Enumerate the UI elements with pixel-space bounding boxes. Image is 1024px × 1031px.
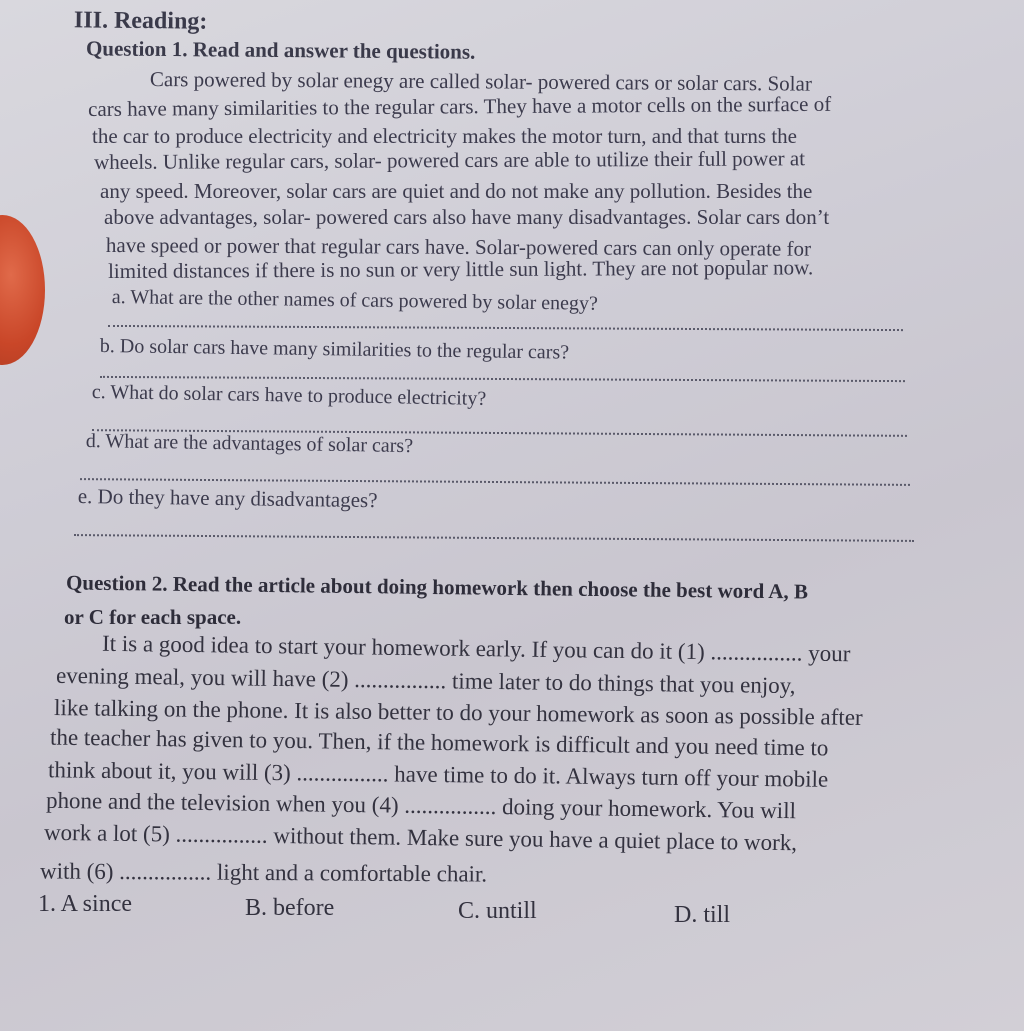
q1-question-d: d. What are the advantages of solar cars? (85, 430, 414, 458)
q2-passage-line: evening meal, you will have (2) ................ time later to do things that you enjoy, (55, 662, 796, 699)
q1-passage-line: Cars powered by solar enegy are called solar- powered cars or solar cars. Solar (149, 67, 812, 96)
q1-passage-line: any speed. Moreover, solar cars are quiet and do not make any pollution. Besides the (100, 179, 813, 203)
option-d[interactable]: D. till (674, 902, 731, 928)
answer-line-b[interactable] (100, 376, 905, 382)
option-b[interactable]: B. before (245, 895, 335, 921)
q1-passage-line: have speed or power that regular cars have. Solar-powered cars can only operate for (105, 233, 812, 261)
option-a[interactable]: 1. A since (38, 891, 132, 917)
q2-passage-line: It is a good idea to start your homework early. If you can do it (1) ................ your (101, 630, 851, 667)
q2-passage-line: phone and the television when you (4) ................ doing your homework. You will (45, 787, 797, 824)
option-c[interactable]: C. untill (458, 898, 537, 924)
q1-question-c: c. What do solar cars have to produce electricity? (91, 381, 487, 410)
q1-passage-line: wheels. Unlike regular cars, solar- powered cars are able to utilize their full power at (94, 146, 806, 174)
q2-passage-line: like talking on the phone. It is also better to do your homework as soon as possible after (53, 695, 863, 730)
q1-question-b: b. Do solar cars have many similarities to the regular cars? (99, 335, 570, 364)
question1-title: Question 1. Read and answer the questions. (85, 36, 476, 64)
q1-question-e: e. Do they have any disadvantages? (77, 484, 378, 513)
section-title: III. Reading: (73, 7, 208, 35)
q2-passage-line: with (6) ................ light and a comfortable chair. (39, 858, 488, 887)
q1-question-a: a. What are the other names of cars powered by solar enegy? (111, 286, 599, 315)
q1-passage-line: the car to produce electricity and electricity makes the motor turn, and that turns the (92, 124, 797, 148)
answer-line-a[interactable] (108, 325, 903, 331)
q2-passage-line: think about it, you will (3) ................ have time to do it. Always turn off your mobile (47, 757, 829, 792)
q1-passage-line: cars have many similarities to the regular cars. They have a motor cells on the surface of (88, 91, 832, 121)
answer-line-d[interactable] (80, 478, 910, 486)
question2-title-cont: or C for each space. (64, 605, 242, 629)
finger (0, 215, 45, 365)
answer-line-e[interactable] (74, 534, 914, 542)
question2-title: Question 2. Read the article about doing homework then choose the best word A, B (65, 570, 809, 604)
q1-passage-line: limited distances if there is no sun or very little sun light. They are not popular now. (108, 255, 814, 283)
q1-passage-line: above advantages, solar- powered cars also have many disadvantages. Solar cars don’t (104, 205, 830, 229)
q2-passage-line: work a lot (5) ................ without them. Make sure you have a quiet place to work, (43, 819, 798, 856)
q2-passage-line: the teacher has given to you. Then, if the homework is difficult and you need time to (49, 724, 829, 761)
